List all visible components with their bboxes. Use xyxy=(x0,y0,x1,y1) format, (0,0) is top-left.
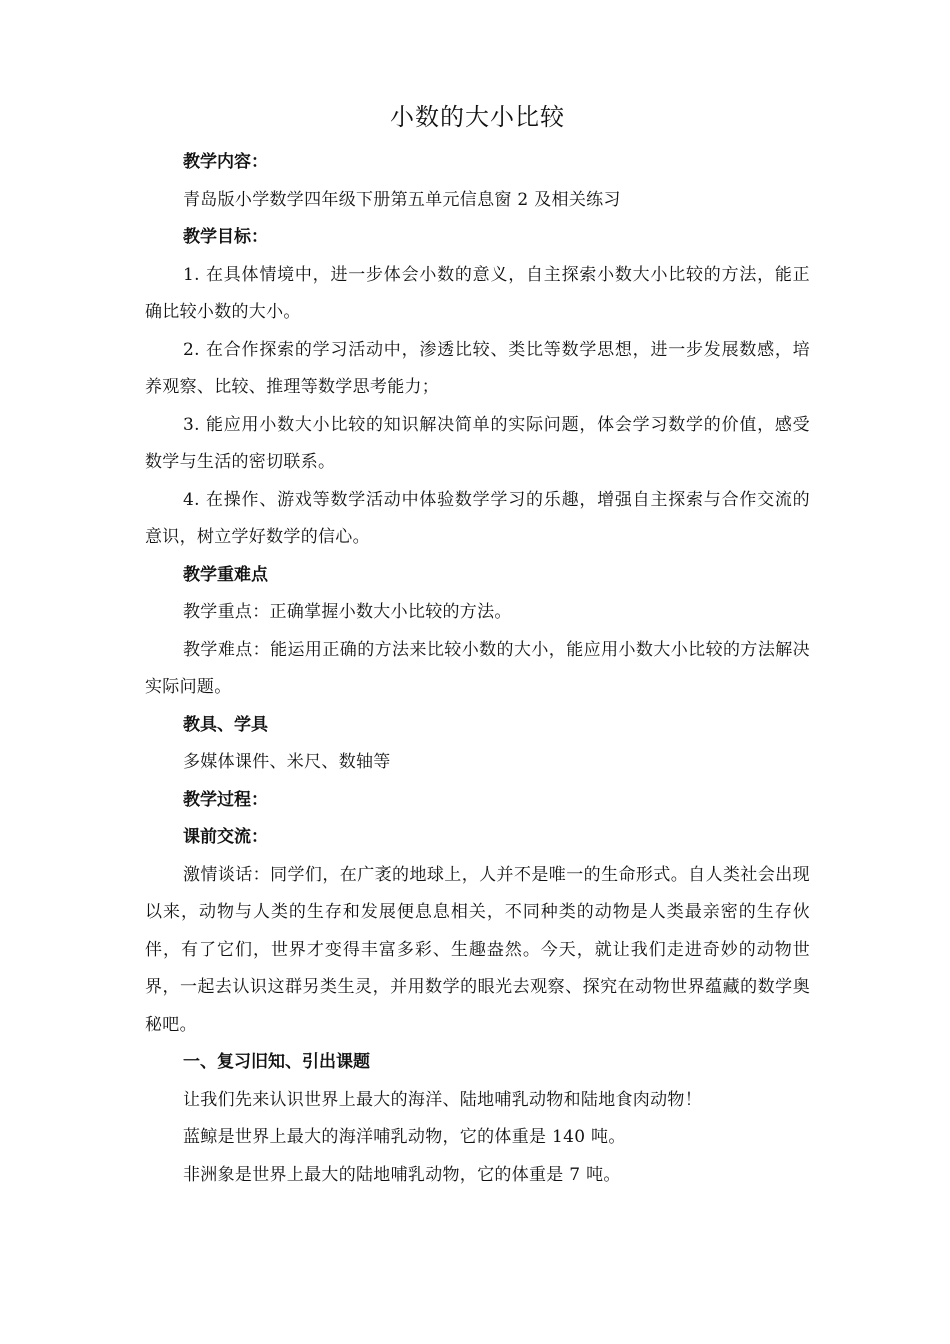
document-title: 小数的大小比较 xyxy=(390,103,565,131)
goal-item-1: 1. 在具体情境中，进一步体会小数的意义，自主探索小数大小比较的方法，能正确比较小数的大小。 xyxy=(145,264,810,322)
review-text-3: 非洲象是世界上最大的陆地哺乳动物，它的体重是 7 吨。 xyxy=(183,1164,621,1185)
document-page xyxy=(145,98,810,1194)
teaching-tools-text: 多媒体课件、米尺、数轴等 xyxy=(183,752,391,772)
teaching-goals-heading: 教学目标： xyxy=(183,227,268,247)
teaching-tools-heading: 教具、学具 xyxy=(183,714,268,735)
goal-item-2: 2. 在合作探索的学习活动中，渗透比较、类比等数学思想，进一步发展数感，培养观察、比较、推理等数学思考能力； xyxy=(145,339,810,397)
review-text-2: 蓝鲸是世界上最大的海洋哺乳动物，它的体重是 140 吨。 xyxy=(183,1127,626,1147)
difficult-point-text: 教学难点：能运用正确的方法来比较小数的大小，能应用小数大小比较的方法解决实际问题。 xyxy=(145,639,810,697)
goal-item-4: 4. 在操作、游戏等数学活动中体验数学学习的乐趣，增强自主探索与合作交流的意识，树立学好数学的信心。 xyxy=(145,489,810,547)
review-heading: 一、复习旧知、引出课题 xyxy=(183,1052,370,1072)
key-point-text: 教学重点：正确掌握小数大小比较的方法。 xyxy=(183,602,512,622)
key-difficult-heading: 教学重难点 xyxy=(183,564,268,585)
teaching-process-heading: 教学过程： xyxy=(183,789,268,810)
pre-class-text: 激情谈话：同学们，在广袤的地球上，人并不是唯一的生命形式。自人类社会出现以来，动物与人类的生存和发展便息息相关，不同种类的动物是人类最亲密的生存伙伴，有了它们，世界才变得丰富多彩、生趣盎然。今天，就让我们走进奇妙的动物世界，一起去认识这群另类生灵，并用数学的眼光去观察、探究在动物世界蕴藏的数学奥秘吧。 xyxy=(145,864,810,1035)
pre-class-heading: 课前交流： xyxy=(183,827,268,847)
teaching-content-heading: 教学内容： xyxy=(183,152,268,172)
review-text-1: 让我们先来认识世界上最大的海洋、陆地哺乳动物和陆地食肉动物！ xyxy=(183,1089,702,1110)
teaching-content-text: 青岛版小学数学四年级下册第五单元信息窗 2 及相关练习 xyxy=(183,189,621,210)
goal-item-3: 3. 能应用小数大小比较的知识解决简单的实际问题，体会学习数学的价值，感受数学与生活的密切联系。 xyxy=(145,414,810,472)
